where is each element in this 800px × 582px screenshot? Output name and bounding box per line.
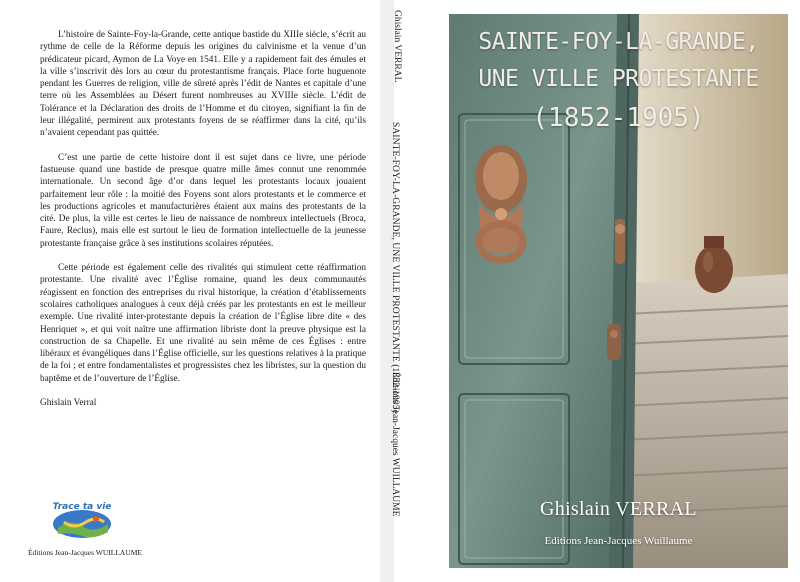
spine-author: Ghislain VERRAL xyxy=(392,10,402,83)
logo-text: Trace ta vie xyxy=(52,502,112,512)
front-publisher: Editions Jean-Jacques Wuillaume xyxy=(544,535,693,547)
front-cover xyxy=(449,14,788,568)
spine-title: SAINTE-FOY-LA-GRANDE, UNE VILLE PROTESTANTE (1852-1905) xyxy=(390,122,400,413)
back-publisher: Éditions Jean-Jacques WUILLAUME xyxy=(28,548,143,557)
front-title-line2: UNE VILLE PROTESTANTE xyxy=(478,66,759,92)
back-paragraph-1: L’histoire de Sainte-Foy-la-Grande, cette antique bastide du XIIIe siècle, s’écrit au rythme de celle de la Réforme depuis les origines du calvinisme et la venue d’un prédicateur picard, Aymon de La Voye en 1541. Elle y a rapidement fait des émules et la ville s’inscrivit dès lors au cœur du protestantisme français. Place forte huguenote pendant les Guerres de religion, ville de sûreté après l’édit de Nantes et capitale d’une terre où les Assemblées au Désert furent nombreuses au XVIIIe siècle. L’édit de Tolérance et la Déclaration des droits de l’Homme et du citoyen, signifiant la fin de leur illégalité, permirent aux protestants foyens de se réaffirmer dans la cité, qu’ils n’avaient cependant pas quittée. xyxy=(40,30,366,139)
front-title-line1: SAINTE-FOY-LA-GRANDE, xyxy=(478,29,759,55)
front-author: Ghislain VERRAL xyxy=(540,498,697,520)
back-cover xyxy=(0,0,378,582)
back-cover-text xyxy=(40,29,366,421)
door-knocker-icon xyxy=(475,145,527,260)
publisher-logo xyxy=(50,500,114,540)
back-paragraph-2: C’est une partie de cette histoire dont il est sujet dans ce livre, une période fastueuse quand une bastide de presque quatre mille âmes connut une renommée internationale. Un second âge d’or dans lequel les protestants locaux jouaient parfaitement leur rôle : la moitié des Foyens sont alors protestants et le commerce et les productions agricoles et manufacturières étaient aux mains des protestants de la cité. De plus, la ville est certes le lieu de naissance de nombreux intellectuels (Broca, Faure, Reclus), mais elle est surtout le lieu de formation intellectuelle de la jeunesse protestante française grâce à ses institutions scolaires réputées. xyxy=(40,152,366,249)
spine xyxy=(380,0,424,582)
spine-publisher: Éditions Jean-Jacques WUILLAUME xyxy=(390,372,400,517)
back-signature: Ghislain Verral xyxy=(40,398,97,409)
spine-line-left xyxy=(388,0,402,582)
back-paragraph-3: Cette période est également celle des rivalités qui stimulent cette réaffirmation protestante. Une rivalité avec l’Église romaine, quand les deux communautés réagissent en fonction des entreprises du rival historique, la création d’établissements scolaires catholiques analogues à ceux déjà créés par les protestants en est le meilleur exemple. Une rivalité inter-protestante depuis la création de l’Église libre dite « des Henriquet », et qui voit naître une affirmation libriste dont la preuve physique est la construction de sa Chapelle. Et une rivalité au sein même de ces Églises : entre libéraux et évangéliques dans l’Église officielle, sur les questions relatives à la pratique de la foi ; et entre fondamentalistes et progressistes chez les libristes, sur la question du baptême et de l’ouverture de l’Église. xyxy=(40,263,366,384)
front-title-line3: (1852-1905) xyxy=(532,103,705,133)
front-title xyxy=(449,24,788,138)
